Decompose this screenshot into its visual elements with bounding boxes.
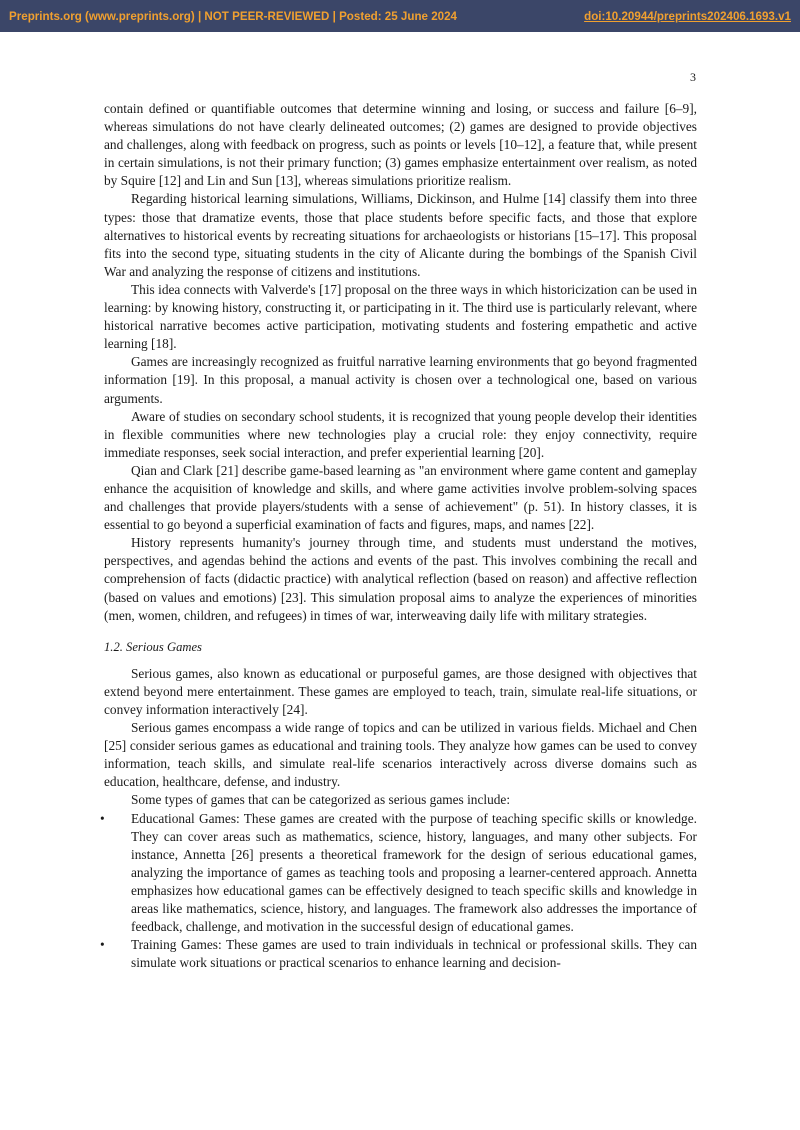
banner-info: Preprints.org (www.preprints.org) | NOT PEER-REVIEWED | Posted: 25 June 2024 xyxy=(9,9,457,23)
paragraph: contain defined or quantifiable outcomes that determine winning and losing, or success and failure [6–9], whereas simulations do not have clearly delineated outcomes; (2) games are designed to provide objectives and challenges, along with feedback on progress, such as points or levels [10–12], a feature that, while present in certain simulations, is not their primary function; (3) games emphasize entertainment over realism, as noted by Squire [12] and Lin and Sun [13], whereas simulations prioritize realism. xyxy=(104,101,697,189)
list-item-text: Educational Games: These games are created with the purpose of teaching specific skills or knowledge. They can cover areas such as mathematics, science, history, languages, and many other subjects. For instance, Annetta [26] presents a theoretical framework for the design of serious educational games, analyzing the importance of games as teaching tools and proposing a learner-centered approach. Annetta emphasizes how educational games can be effectively designed to teach specific skills and knowledge in areas like mathematics, science, history, and languages. The framework also addresses the importance of feedback, challenge, and motivation in the successful design of educational games. xyxy=(131,810,697,935)
list-item-text: Training Games: These games are used to train individuals in technical or professional skills. They can simulate work situations or practical scenarios to enhance learning and decision- xyxy=(131,937,697,971)
list-item xyxy=(100,810,697,937)
paragraph: Games are increasingly recognized as fruitful narrative learning environments that go beyond fragmented information [19]. In this proposal, a manual activity is chosen over a technological one, based on various arguments. xyxy=(104,354,697,406)
doi-link[interactable]: doi:10.20944/preprints202406.1693.v1 xyxy=(584,9,791,23)
paragraph: Serious games, also known as educational or purposeful games, are those designed with objectives that extend beyond mere entertainment. These games are employed to teach, train, simulate real-life situations, or convey information interactively [24]. xyxy=(104,665,697,717)
bullet-icon: • xyxy=(100,937,105,953)
bullet-icon: • xyxy=(100,810,105,826)
paragraph: Regarding historical learning simulations, Williams, Dickinson, and Hulme [14] classify them into three types: those that dramatize events, those that place students before specific facts, and those that explore alternatives to historical events by recreating situations for archaeologists or historians [15–17]. This proposal fits into the second type, situating students in the city of Alicante during the bombings of the Spanish Civil War and analyzing the response of citizens and institutions. xyxy=(104,191,697,279)
preprint-banner xyxy=(0,0,800,32)
paragraph: This idea connects with Valverde's [17] proposal on the three ways in which historicization can be used in learning: by knowing history, constructing it, or participating in it. The third use is particularly relevant, where historical narrative becomes active participation, motivating students and fostering empathetic and active learning [18]. xyxy=(104,281,697,352)
page-number: 3 xyxy=(690,70,696,84)
bullet-list xyxy=(100,810,697,973)
paragraph: History represents humanity's journey through time, and students must understand the motives, perspectives, and agendas behind the actions and events of the past. This involves combining the recall and comprehension of facts (didactic practice) with analytical reflection (based on reason) and affective reflection (based on values and emotions) [23]. This simulation proposal aims to analyze the experiences of minorities (men, women, children, and refugees) in times of war, interweaving daily life with military strategies. xyxy=(104,535,697,623)
paragraph: Some types of games that can be categorized as serious games include: xyxy=(131,792,511,808)
section-heading: 1.2. Serious Games xyxy=(104,639,202,654)
paragraph: Qian and Clark [21] describe game-based learning as "an environment where game content and gameplay enhance the acquisition of knowledge and skills, and where game activities involve problem-solving spaces and challenges that provide players/students with a sense of achievement" (p. 51). In history classes, it is essential to go beyond a superficial examination of facts and figures, maps, and names [22]. xyxy=(104,462,697,533)
paragraph: Aware of studies on secondary school students, it is recognized that young people develop their identities in flexible communities where new technologies play a crucial role: they enjoy connectivity, require immediate responses, seek social interaction, and prefer experiential learning [20]. xyxy=(104,408,697,460)
paragraph: Serious games encompass a wide range of topics and can be utilized in various fields. Michael and Chen [25] consider serious games as educational and training tools. They analyze how games can be used to convey information, teach skills, and simulate real-life scenarios interactively across diverse domains such as education, healthcare, defense, and industry. xyxy=(104,720,697,790)
list-item xyxy=(100,936,697,972)
article-body xyxy=(100,100,697,972)
